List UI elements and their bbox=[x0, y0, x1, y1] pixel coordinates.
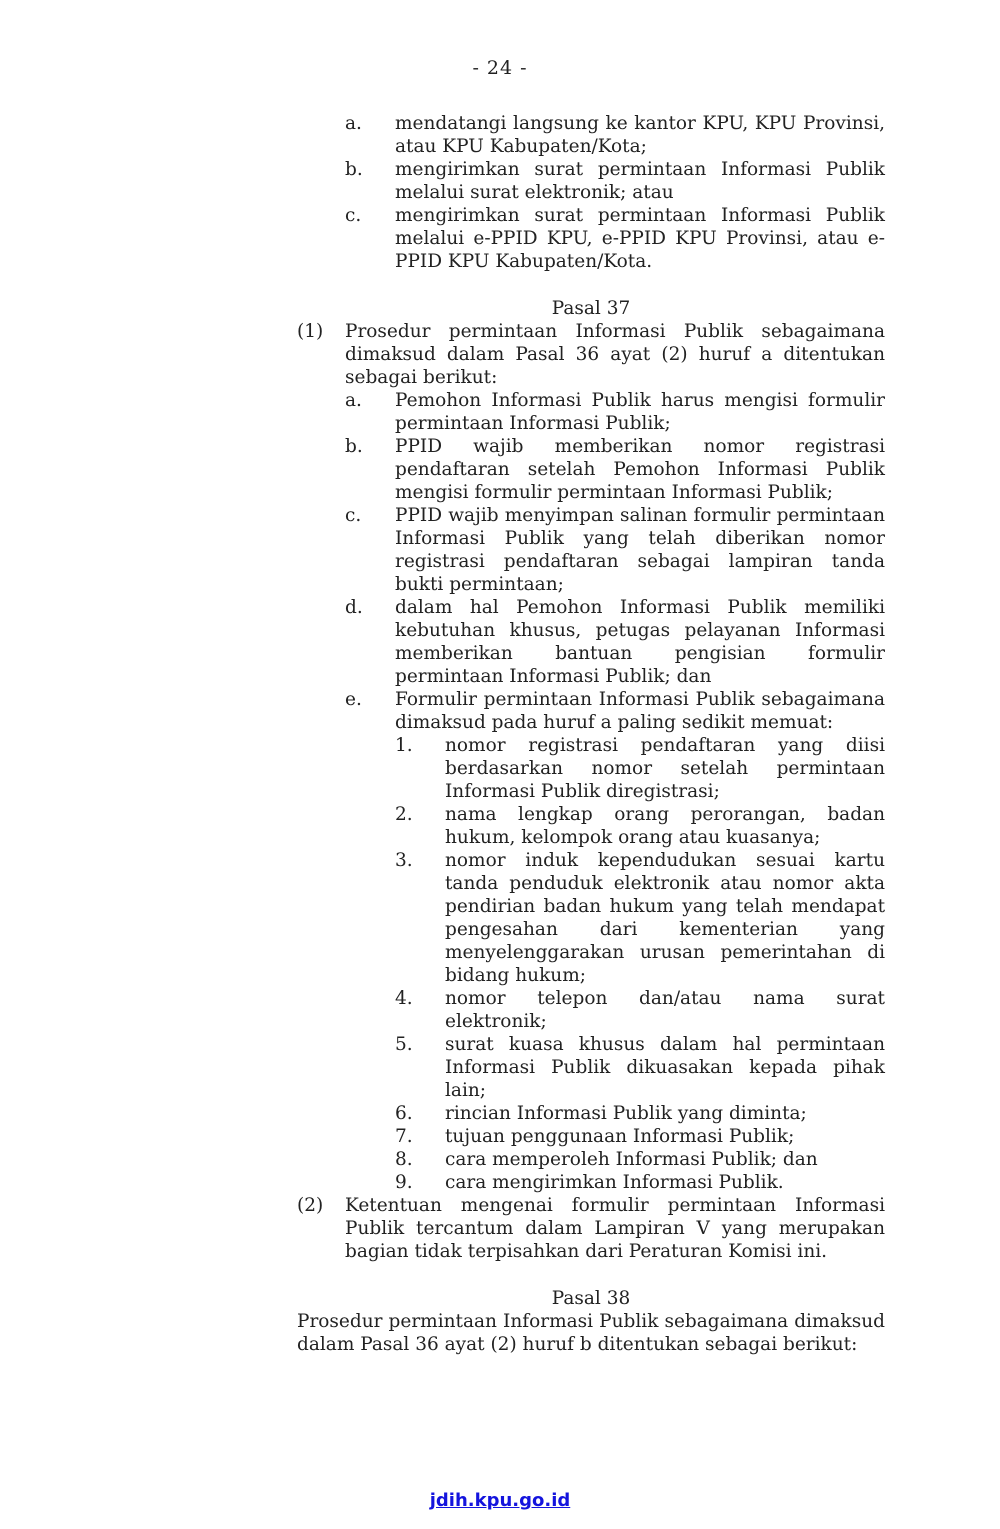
item-marker: 1. bbox=[395, 735, 413, 756]
item-marker: 4. bbox=[395, 988, 413, 1009]
pasal-38-heading: Pasal 38 bbox=[551, 1288, 631, 1309]
item-marker: 8. bbox=[395, 1149, 413, 1170]
item-marker: c. bbox=[345, 505, 362, 526]
item-text: mendatangi langsung ke kantor KPU, KPU Provinsi, atau KPU Kabupaten/Kota; bbox=[395, 113, 885, 157]
ayat-1 bbox=[297, 320, 885, 1194]
letter-item-a bbox=[345, 389, 885, 435]
item-marker: 3. bbox=[395, 850, 413, 871]
pasal-37-heading: Pasal 37 bbox=[551, 298, 631, 319]
item-text: surat kuasa khusus dalam hal permintaan Informasi Publik dikuasakan kepada pihak lain; bbox=[445, 1034, 885, 1101]
item-text: dalam hal Pemohon Informasi Publik memiliki kebutuhan khusus, petugas pelayanan Informasi memberikan bantuan pengisian formulir permintaan Informasi Publik; dan bbox=[395, 597, 885, 687]
item-marker: 9. bbox=[395, 1172, 413, 1193]
number-item-3 bbox=[395, 849, 885, 987]
page-number: - 24 - bbox=[472, 57, 528, 79]
number-item-7 bbox=[395, 1125, 885, 1148]
item-text: nama lengkap orang perorangan, badan hukum, kelompok orang atau kuasanya; bbox=[445, 804, 885, 848]
list-item bbox=[345, 112, 885, 158]
document-body bbox=[297, 112, 885, 1356]
letter-item-b bbox=[345, 435, 885, 504]
item-text: rincian Informasi Publik yang diminta; bbox=[445, 1103, 807, 1124]
item-text: nomor induk kependudukan sesuai kartu tanda penduduk elektronik atau nomor akta pendirian badan hukum yang telah mendapat pengesahan dari kementerian yang menyelenggarakan urusan pemerintahan di bidang hukum; bbox=[445, 850, 885, 986]
item-marker: 6. bbox=[395, 1103, 413, 1124]
item-marker: 2. bbox=[395, 804, 413, 825]
pasal-38-body: Prosedur permintaan Informasi Publik sebagaimana dimaksud dalam Pasal 36 ayat (2) huruf b ditentukan sebagai berikut: bbox=[297, 1311, 885, 1355]
ayat-2 bbox=[297, 1194, 885, 1263]
letter-item-c bbox=[345, 504, 885, 596]
item-text: mengirimkan surat permintaan Informasi Publik melalui surat elektronik; atau bbox=[395, 159, 885, 203]
letter-item-d bbox=[345, 596, 885, 688]
footer-link[interactable]: jdih.kpu.go.id bbox=[429, 1490, 571, 1511]
list-item bbox=[345, 158, 885, 204]
item-text: PPID wajib memberikan nomor registrasi pendaftaran setelah Pemohon Informasi Publik mengisi formulir permintaan Informasi Publik; bbox=[395, 436, 885, 503]
item-marker: b. bbox=[345, 159, 363, 180]
number-item-5 bbox=[395, 1033, 885, 1102]
number-item-9 bbox=[395, 1171, 885, 1194]
item-text: nomor registrasi pendaftaran yang diisi berdasarkan nomor setelah permintaan Informasi Publik diregistrasi; bbox=[445, 735, 885, 802]
item-text: PPID wajib menyimpan salinan formulir permintaan Informasi Publik yang telah diberikan nomor registrasi pendaftaran sebagai lampiran tanda bukti permintaan; bbox=[395, 505, 885, 595]
number-list bbox=[395, 734, 885, 1194]
number-item-8 bbox=[395, 1148, 885, 1171]
intro-list bbox=[345, 112, 885, 273]
item-text: tujuan penggunaan Informasi Publik; bbox=[445, 1126, 795, 1147]
ayat-text: Prosedur permintaan Informasi Publik sebagaimana dimaksud dalam Pasal 36 ayat (2) huruf a ditentukan sebagai berikut: bbox=[345, 321, 885, 388]
letter-item-e bbox=[345, 688, 885, 1194]
item-marker: a. bbox=[345, 390, 362, 411]
number-item-1 bbox=[395, 734, 885, 803]
number-item-4 bbox=[395, 987, 885, 1033]
item-marker: b. bbox=[345, 436, 363, 457]
ayat-text: Ketentuan mengenai formulir permintaan Informasi Publik tercantum dalam Lampiran V yang merupakan bagian tidak terpisahkan dari Peraturan Komisi ini. bbox=[345, 1195, 885, 1262]
ayat-marker: (2) bbox=[297, 1195, 324, 1216]
item-marker: e. bbox=[345, 689, 362, 710]
item-text: Formulir permintaan Informasi Publik sebagaimana dimaksud pada huruf a paling sedikit memuat: bbox=[395, 689, 885, 733]
item-marker: a. bbox=[345, 113, 362, 134]
item-marker: d. bbox=[345, 597, 363, 618]
item-marker: c. bbox=[345, 205, 362, 226]
number-item-6 bbox=[395, 1102, 885, 1125]
item-text: nomor telepon dan/atau nama surat elektronik; bbox=[445, 988, 885, 1032]
list-item bbox=[345, 204, 885, 273]
item-marker: 5. bbox=[395, 1034, 413, 1055]
item-text: Pemohon Informasi Publik harus mengisi formulir permintaan Informasi Publik; bbox=[395, 390, 885, 434]
number-item-2 bbox=[395, 803, 885, 849]
ayat-1-letter-list bbox=[345, 389, 885, 1194]
item-text: mengirimkan surat permintaan Informasi Publik melalui e-PPID KPU, e-PPID KPU Provinsi, atau e-PPID KPU Kabupaten/Kota. bbox=[395, 205, 885, 272]
item-marker: 7. bbox=[395, 1126, 413, 1147]
item-text: cara mengirimkan Informasi Publik. bbox=[445, 1172, 784, 1193]
ayat-marker: (1) bbox=[297, 321, 324, 342]
item-text: cara memperoleh Informasi Publik; dan bbox=[445, 1149, 818, 1170]
